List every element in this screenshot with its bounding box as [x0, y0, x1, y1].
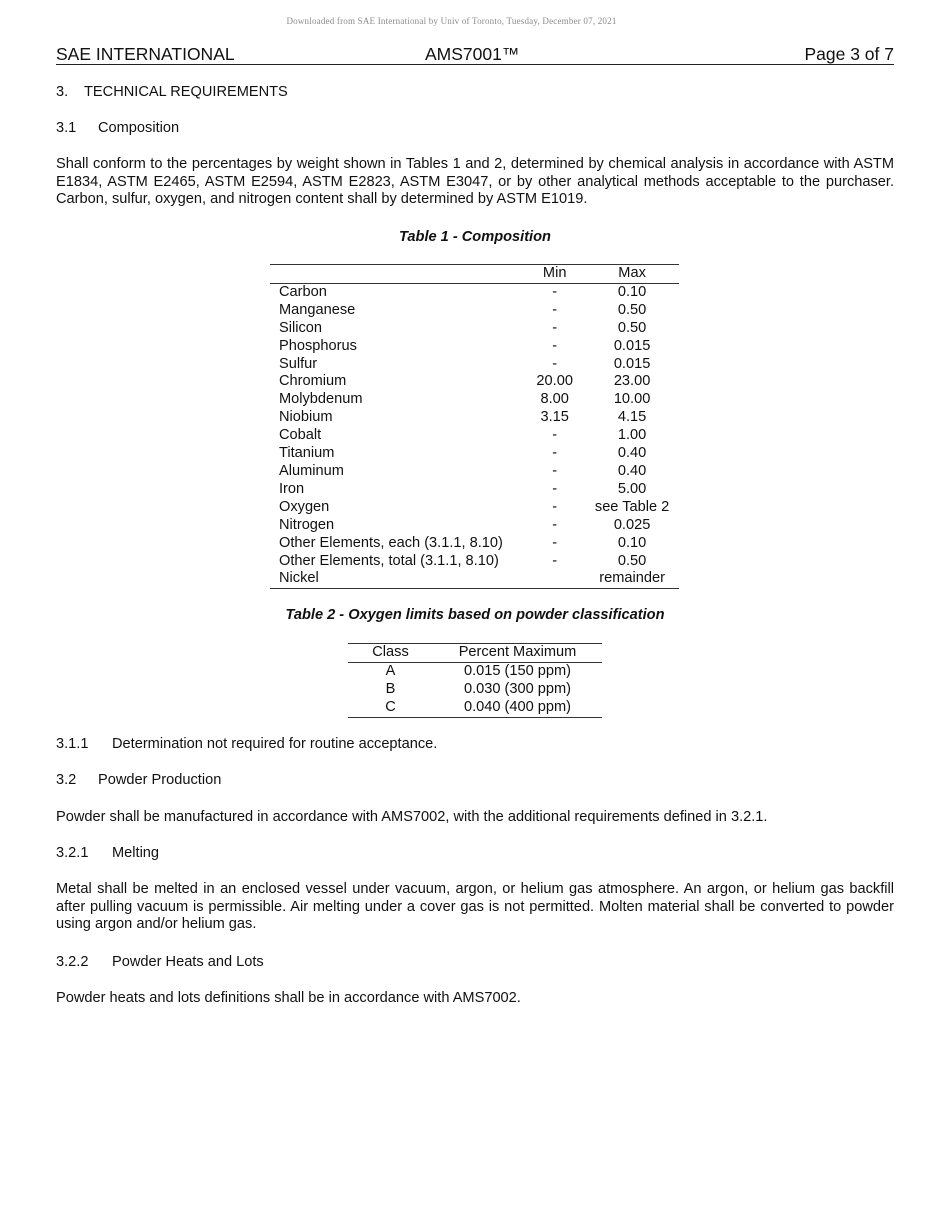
section-3-1-heading [56, 120, 179, 136]
min-cell: - [552, 445, 558, 462]
page-header [56, 44, 894, 65]
min-cell: 8.00 [540, 391, 569, 408]
min-cell: - [552, 427, 558, 444]
element-cell: Iron [279, 480, 305, 497]
element-cell: Oxygen [279, 498, 330, 515]
element-cell: Other Elements, total (3.1.1, 8.10) [279, 552, 499, 569]
section-3-2-heading [56, 772, 221, 788]
max-cell: 0.50 [617, 319, 647, 336]
table-row [270, 373, 679, 391]
element-cell: Sulfur [279, 355, 318, 372]
header-organization: SAE INTERNATIONAL [56, 44, 235, 64]
section-3-2-1-heading [56, 845, 159, 861]
min-cell: - [552, 355, 558, 372]
table-row [348, 662, 602, 680]
element-cell: Nitrogen [279, 516, 335, 533]
section-title: TECHNICAL REQUIREMENTS [84, 84, 288, 100]
table-row [270, 427, 679, 445]
header-min: Min [524, 265, 585, 284]
percent-cell: 0.030 (300 ppm) [463, 680, 572, 697]
table-row [270, 553, 679, 571]
min-cell: - [552, 462, 558, 479]
min-cell: - [552, 337, 558, 354]
table-row [270, 391, 679, 409]
max-cell: 0.015 [613, 355, 651, 372]
section-number: 3. [56, 84, 69, 100]
max-cell: remainder [599, 570, 665, 587]
element-cell: Nickel [279, 570, 319, 587]
section-title: Powder Heats and Lots [112, 954, 264, 970]
min-cell: - [552, 498, 558, 515]
class-cell: B [385, 680, 396, 697]
percent-cell: 0.040 (400 ppm) [463, 698, 572, 715]
min-cell: - [552, 534, 558, 551]
table-row [348, 699, 602, 717]
download-watermark: Downloaded from SAE International by Univ of Toronto, Tuesday, December 07, 2021 [286, 16, 617, 26]
header-max: Max [585, 265, 679, 284]
table-row [270, 445, 679, 463]
max-cell: 0.025 [613, 516, 651, 533]
table-row [270, 338, 679, 356]
section-number: 3.1.1 [56, 736, 89, 752]
section-3-2-2-heading [56, 954, 264, 970]
header-document-id: AMS7001™ [425, 44, 520, 64]
section-3-heading [56, 84, 288, 100]
header-percent-maximum: Percent Maximum [433, 644, 602, 663]
section-number: 3.1 [56, 120, 77, 136]
min-cell: - [552, 283, 558, 300]
min-cell: 20.00 [536, 373, 573, 390]
element-cell: Aluminum [279, 462, 344, 479]
composition-table [270, 264, 679, 589]
section-text: Determination not required for routine acceptance. [112, 736, 438, 752]
section-title: Powder Production [98, 772, 222, 788]
section-title: Composition [98, 120, 180, 136]
table2-caption: Table 2 - Oxygen limits based on powder classification [285, 607, 665, 623]
section-number: 3.2.2 [56, 954, 89, 970]
max-cell: 0.015 [613, 337, 651, 354]
max-cell: 0.50 [617, 552, 647, 569]
max-cell: 4.15 [617, 409, 647, 426]
max-cell: 0.10 [617, 283, 647, 300]
element-cell: Molybdenum [279, 391, 363, 408]
min-cell: 3.15 [540, 409, 569, 426]
max-cell: 5.00 [617, 480, 647, 497]
min-cell [524, 570, 585, 588]
table-row [270, 499, 679, 517]
header-element [270, 265, 524, 284]
oxygen-limits-table [348, 643, 602, 718]
table-row [270, 356, 679, 374]
min-cell: - [552, 516, 558, 533]
element-cell: Cobalt [279, 427, 322, 444]
melting-paragraph: Metal shall be melted in an enclosed vessel under vacuum, argon, or helium gas atmosphere. An argon, or helium gas backfill after pulling vacuum is permissible. Air melting under a cover gas is not permitted. Molten material shall be converted to powder using argon and/or helium gas. [56, 881, 894, 932]
element-cell: Niobium [279, 409, 333, 426]
percent-cell: 0.015 (150 ppm) [463, 662, 572, 679]
element-cell: Silicon [279, 319, 322, 336]
min-cell: - [552, 552, 558, 569]
element-cell: Manganese [279, 301, 356, 318]
section-number: 3.2.1 [56, 845, 89, 861]
table-row [270, 481, 679, 499]
header-class: Class [348, 644, 433, 663]
table-header-row [348, 644, 602, 663]
max-cell: 0.40 [617, 445, 647, 462]
min-cell: - [552, 319, 558, 336]
table-row [270, 463, 679, 481]
section-title: Melting [112, 845, 160, 861]
table-row [270, 517, 679, 535]
min-cell: - [552, 480, 558, 497]
max-cell: 23.00 [613, 373, 651, 390]
header-page-number: Page 3 of 7 [804, 44, 894, 64]
max-cell: see Table 2 [594, 498, 670, 515]
max-cell: 1.00 [617, 427, 647, 444]
class-cell: A [385, 662, 396, 679]
table-row [348, 681, 602, 699]
composition-paragraph: Shall conform to the percentages by weight shown in Tables 1 and 2, determined by chemical analysis in accordance with ASTM E1834, ASTM E2465, ASTM E2594, ASTM E2823, ASTM E3047, or by other analytical methods acceptable to the purchaser. Carbon, sulfur, oxygen, and nitrogen content shall by determined by ASTM E1019. [56, 156, 894, 207]
table-row [270, 302, 679, 320]
element-cell: Other Elements, each (3.1.1, 8.10) [279, 534, 503, 551]
max-cell: 0.10 [617, 534, 647, 551]
heats-and-lots-paragraph: Powder heats and lots definitions shall be in accordance with AMS7002. [56, 990, 521, 1006]
section-3-1-1 [56, 736, 437, 752]
element-cell: Carbon [279, 283, 327, 300]
class-cell: C [385, 698, 396, 715]
max-cell: 0.50 [617, 301, 647, 318]
table-row [270, 570, 679, 588]
table-row [270, 283, 679, 301]
section-number: 3.2 [56, 772, 77, 788]
max-cell: 0.40 [617, 462, 647, 479]
element-cell: Chromium [279, 373, 347, 390]
table-row [270, 535, 679, 553]
element-cell: Phosphorus [279, 337, 357, 354]
table-header-row [270, 265, 679, 284]
powder-production-paragraph: Powder shall be manufactured in accordance with AMS7002, with the additional requirements defined in 3.2.1. [56, 809, 768, 825]
table-row [270, 320, 679, 338]
max-cell: 10.00 [613, 391, 651, 408]
min-cell: - [552, 301, 558, 318]
table1-caption: Table 1 - Composition [399, 229, 551, 245]
table-row [270, 409, 679, 427]
element-cell: Titanium [279, 445, 335, 462]
